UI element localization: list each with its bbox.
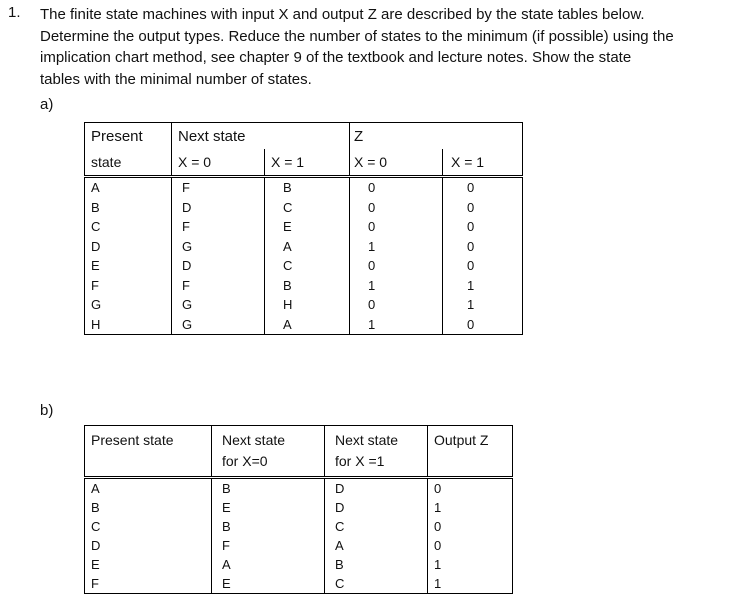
next-state-x0-cell: G [172, 237, 265, 257]
table-row [85, 276, 523, 296]
output-cell: 1 [428, 555, 513, 574]
next-state-x1-cell: A [265, 237, 350, 257]
output-x0-cell: 0 [350, 198, 443, 218]
output-x0-cell: 1 [350, 237, 443, 257]
next-state-x0-cell: D [172, 198, 265, 218]
next-state-x0-header-line2: for X=0 [222, 453, 268, 469]
output-cell: 0 [428, 478, 513, 499]
output-cell: 1 [428, 574, 513, 594]
table-row [85, 295, 523, 315]
next-state-x1-cell: D [325, 478, 428, 499]
table-a-header-row-2 [85, 149, 523, 177]
present-state-cell: E [85, 555, 212, 574]
output-x1-cell: 0 [443, 256, 523, 276]
next-state-x0-cell: B [212, 517, 325, 536]
present-state-cell: A [85, 177, 172, 198]
output-z-header: Output Z [428, 426, 513, 478]
next-x0-header: X = 0 [172, 149, 265, 177]
output-x1-cell: 0 [443, 217, 523, 237]
output-x0-cell: 1 [350, 315, 443, 335]
output-x1-cell: 0 [443, 198, 523, 218]
output-x0-cell: 0 [350, 217, 443, 237]
table-b-header-row [85, 426, 513, 478]
next-state-x1-cell: B [265, 177, 350, 198]
question-line: Determine the output types. Reduce the number of states to the minimum (if possible) using the [40, 27, 674, 45]
table-row [85, 517, 513, 536]
table-row [85, 574, 513, 594]
question-line: The finite state machines with input X and output Z are described by the state tables below. [40, 6, 645, 23]
next-state-x1-cell: C [325, 517, 428, 536]
next-state-x0-cell: F [172, 276, 265, 296]
z-header-label: Z [354, 127, 364, 145]
next-state-header-span [265, 123, 350, 150]
table-row [85, 198, 523, 218]
question-number: 1. [8, 4, 21, 21]
state-header: state [85, 149, 172, 177]
next-state-x1-header-line2: for X =1 [335, 453, 385, 469]
present-state-cell: C [85, 517, 212, 536]
present-state-header: Present state [85, 426, 212, 478]
output-cell: 0 [428, 517, 513, 536]
next-state-x1-cell: D [325, 498, 428, 517]
next-state-x1-cell: B [325, 555, 428, 574]
table-row [85, 217, 523, 237]
output-x1-cell: 0 [443, 177, 523, 198]
table-a-header-row-1 [85, 123, 523, 150]
z-header-span [443, 123, 523, 150]
next-state-x0-header [212, 426, 325, 478]
present-state-cell: E [85, 256, 172, 276]
question-line: tables with the minimal number of states. [40, 70, 312, 88]
output-cell: 0 [428, 536, 513, 555]
present-state-cell: B [85, 498, 212, 517]
table-row [85, 315, 523, 335]
present-state-cell: D [85, 237, 172, 257]
present-state-cell: B [85, 198, 172, 218]
z-x0-header: X = 0 [350, 149, 443, 177]
question-line: implication chart method, see chapter 9 of the textbook and lecture notes. Show the state [40, 49, 632, 66]
output-x1-cell: 1 [443, 276, 523, 296]
next-state-x0-cell: F [172, 177, 265, 198]
present-state-cell: G [85, 295, 172, 315]
table-row [85, 177, 523, 198]
next-state-x0-cell: E [212, 498, 325, 517]
table-row [85, 498, 513, 517]
state-table-b [84, 425, 513, 594]
next-state-x0-cell: F [172, 217, 265, 237]
table-row [85, 536, 513, 555]
next-state-x1-cell: H [265, 295, 350, 315]
next-state-x1-cell: E [265, 217, 350, 237]
next-state-x0-cell: B [212, 478, 325, 499]
next-state-x0-cell: G [172, 315, 265, 335]
next-state-x1-cell: B [265, 276, 350, 296]
present-header: Present [85, 123, 172, 150]
next-x1-header: X = 1 [265, 149, 350, 177]
output-cell: 1 [428, 498, 513, 517]
output-x1-cell: 1 [443, 295, 523, 315]
output-x1-cell: 0 [443, 315, 523, 335]
present-state-cell: H [85, 315, 172, 335]
table-row [85, 555, 513, 574]
next-state-x1-cell: C [265, 198, 350, 218]
next-state-x0-cell: G [172, 295, 265, 315]
next-state-x1-header [325, 426, 428, 478]
part-a-label: a) [40, 96, 54, 113]
output-x0-cell: 1 [350, 276, 443, 296]
z-x1-header: X = 1 [443, 149, 523, 177]
next-state-x1-cell: A [325, 536, 428, 555]
next-state-x0-cell: F [212, 536, 325, 555]
next-state-x0-header-line1: Next state [222, 432, 286, 448]
next-state-x1-cell: C [325, 574, 428, 594]
present-state-cell: F [85, 574, 212, 594]
next-state-x1-header-line1: Next state [335, 432, 399, 448]
output-x0-cell: 0 [350, 295, 443, 315]
state-table-a [84, 122, 523, 335]
output-x1-cell: 0 [443, 237, 523, 257]
next-state-x1-cell: A [265, 315, 350, 335]
question-text [40, 4, 730, 90]
next-state-x0-cell: A [212, 555, 325, 574]
present-state-cell: A [85, 478, 212, 499]
table-row [85, 237, 523, 257]
output-x0-cell: 0 [350, 256, 443, 276]
next-state-x1-cell: C [265, 256, 350, 276]
table-row [85, 478, 513, 499]
z-header [350, 123, 443, 150]
present-state-cell: C [85, 217, 172, 237]
table-row [85, 256, 523, 276]
next-state-x0-cell: D [172, 256, 265, 276]
part-b-label: b) [40, 402, 54, 419]
present-state-cell: F [85, 276, 172, 296]
next-state-x0-cell: E [212, 574, 325, 594]
present-state-cell: D [85, 536, 212, 555]
output-x0-cell: 0 [350, 177, 443, 198]
next-state-header: Next state [172, 123, 265, 150]
